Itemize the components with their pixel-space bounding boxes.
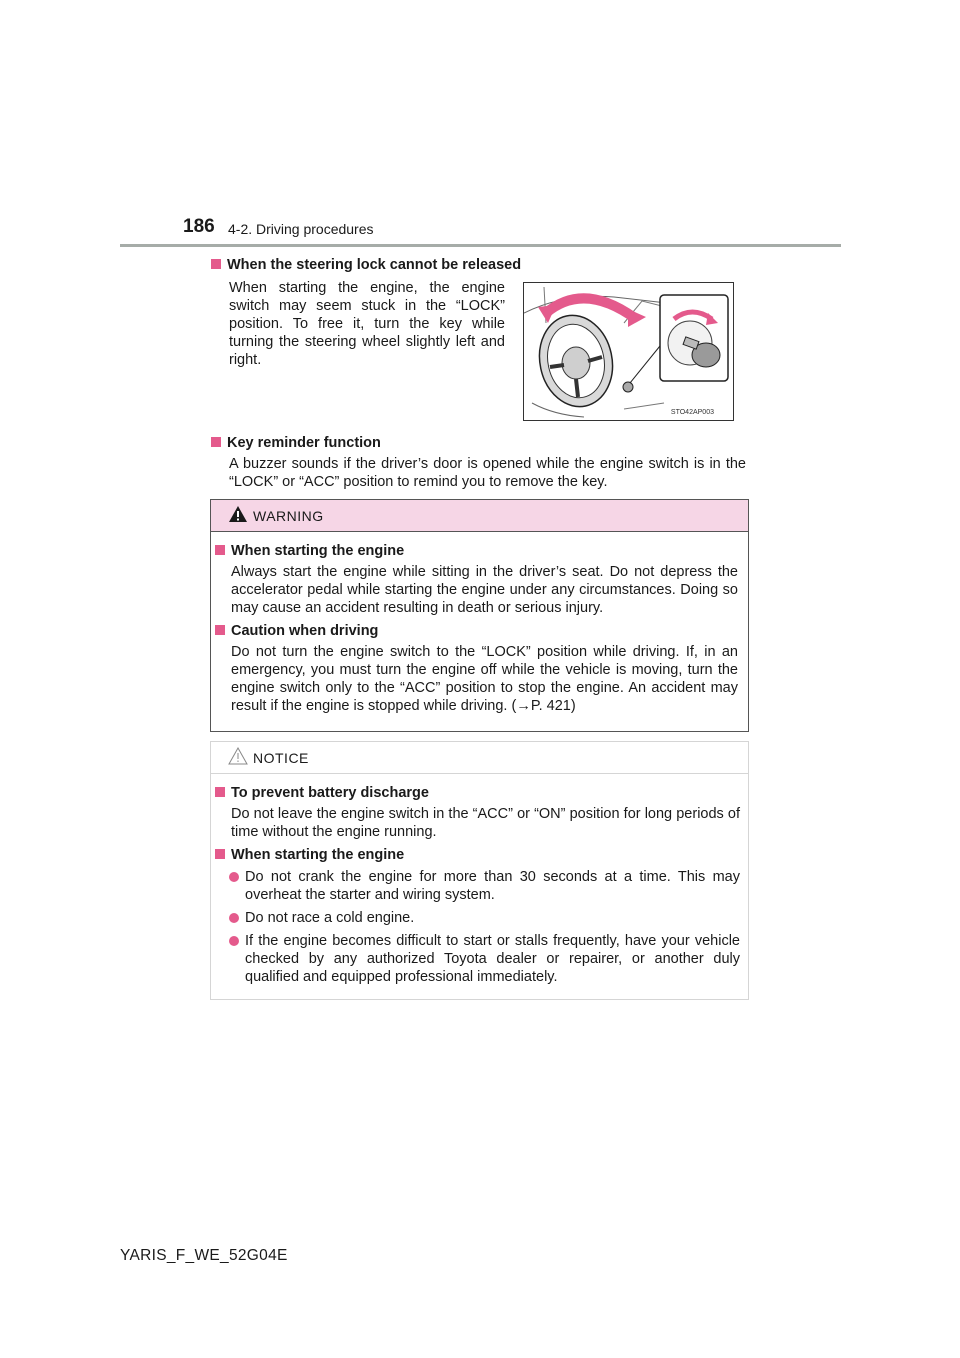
- warning-item-text: Always start the engine while sitting in the driver’s seat. Do not depress the accelerator pedal while starting the engine under any circumstances. Doing so may cause an accident resulting in death or serious injury.: [231, 564, 738, 616]
- square-bullet-icon: [215, 787, 225, 797]
- footer-code: YARIS_F_WE_52G04E: [120, 1247, 288, 1264]
- square-bullet-icon: [215, 849, 225, 859]
- steering-lock-heading-row: [211, 256, 746, 275]
- steering-lock-heading: When the steering lock cannot be released: [227, 257, 522, 273]
- square-bullet-icon: [215, 545, 225, 555]
- square-bullet-icon: [211, 259, 221, 269]
- square-bullet-icon: [215, 625, 225, 635]
- notice-item-heading: When starting the engine: [231, 847, 405, 863]
- key-reminder-section: [211, 434, 746, 491]
- illustration-code: STO42AP003: [670, 409, 714, 416]
- key-reminder-text: A buzzer sounds if the driver’s door is opened while the engine switch is in the “LOCK” or “ACC” position to remind you to remove the key.: [229, 456, 746, 490]
- list-item: If the engine becomes difficult to start or stalls frequently, have your vehicle checked by any authorized Toyota dealer or repairer, or another duly qualified and equipped professional immediately.: [211, 932, 740, 986]
- notice-bullet-list: [211, 868, 748, 986]
- steering-lock-text: When starting the engine, the engine switch may seem stuck in the “LOCK” position. To free it, turn the key while turning the steering wheel slightly left and right.: [229, 280, 505, 368]
- warning-item-heading: Caution when driving: [231, 623, 379, 639]
- warning-item-text: Do not turn the engine switch to the “LOCK” position while driving. If, in an emergency, you must turn the engine off while the vehicle is moving, turn the engine switch only to the “ACC” position to stop the engine. An accident may result if the engine is stopped while driving. (→P. 421): [231, 644, 738, 714]
- notice-content: [211, 784, 748, 991]
- warning-item-heading: When starting the engine: [231, 543, 405, 559]
- list-item: Do not crank the engine for more than 30 seconds at a time. This may overheat the starter and wiring system.: [211, 868, 740, 904]
- warning-label: WARNING: [253, 508, 324, 524]
- notice-box: [210, 741, 749, 1000]
- notice-triangle-icon: [228, 747, 248, 765]
- notice-label: NOTICE: [253, 750, 309, 766]
- notice-header: [211, 742, 748, 774]
- key-reminder-heading: Key reminder function: [227, 435, 381, 451]
- square-bullet-icon: [211, 437, 221, 447]
- header-rule: [120, 244, 841, 247]
- warning-box: [210, 499, 749, 732]
- page-number: 186: [183, 216, 215, 237]
- warning-triangle-icon: [228, 505, 248, 523]
- notice-item-text: Do not leave the engine switch in the “ACC” or “ON” position for long periods of time without the engine running.: [231, 806, 740, 840]
- steering-wheel-illustration: [523, 282, 734, 421]
- warning-content: [211, 542, 748, 715]
- section-title: 4-2. Driving procedures: [228, 221, 374, 237]
- list-item: Do not race a cold engine.: [211, 909, 740, 927]
- dot-bullet-icon: [229, 913, 239, 923]
- warning-header: [211, 500, 748, 532]
- dot-bullet-icon: [229, 936, 239, 946]
- notice-item-heading: To prevent battery discharge: [231, 785, 429, 801]
- steering-wheel-key-icon: [524, 283, 733, 420]
- dot-bullet-icon: [229, 872, 239, 882]
